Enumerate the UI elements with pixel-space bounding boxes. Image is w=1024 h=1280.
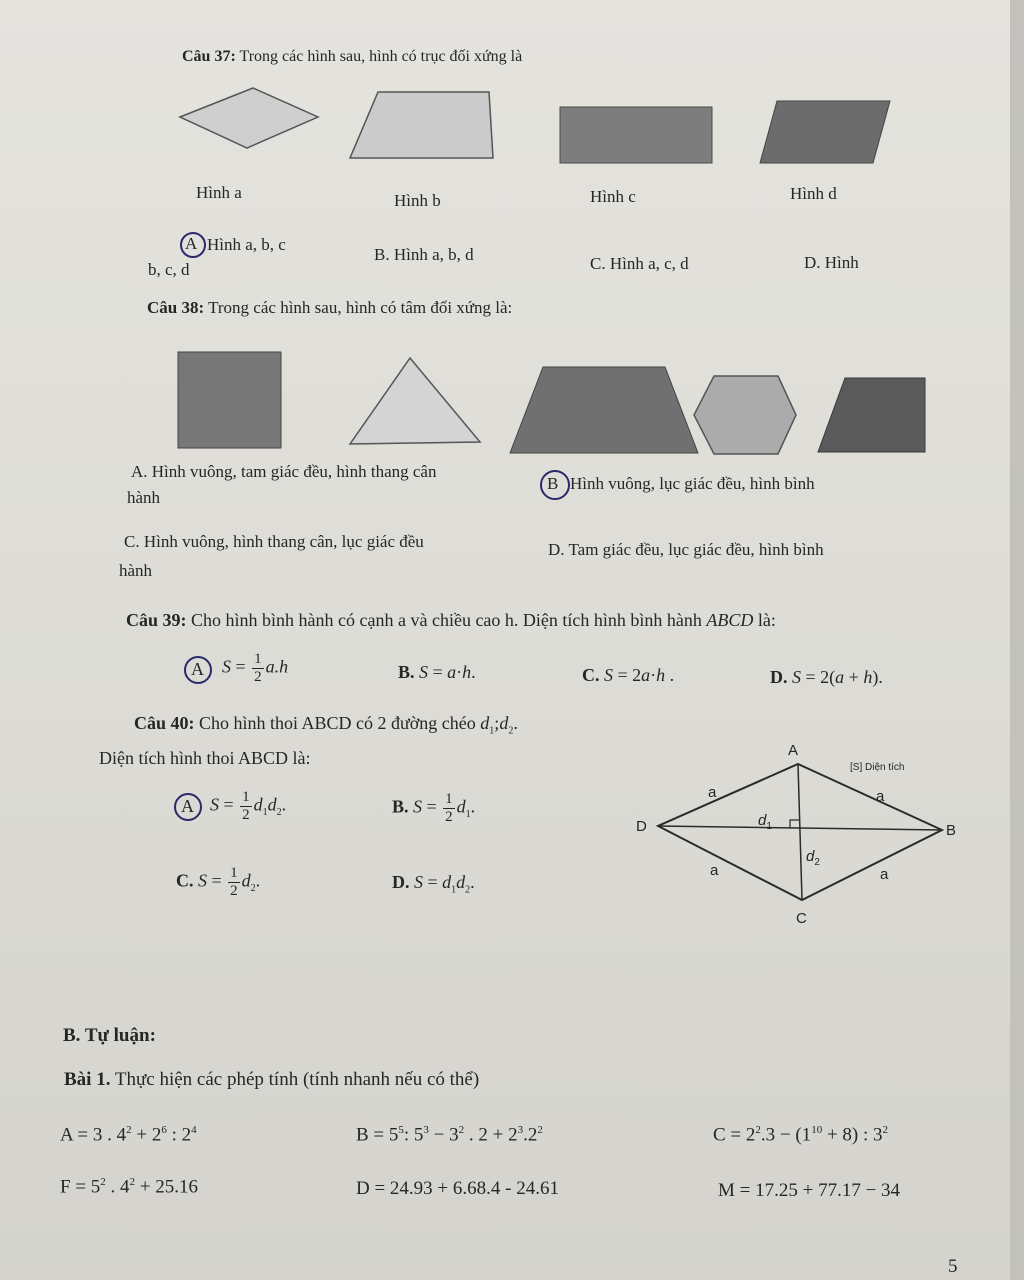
q39-option-d: D. S = 2(a + h). — [770, 667, 883, 687]
q40-option-c-letter: C. — [176, 870, 194, 891]
expr-d: D = 24.93 + 6.68.4 - 24.61 — [356, 1178, 559, 1199]
q39-option-d-letter: D. — [770, 667, 788, 687]
figure-parallelogram — [818, 378, 925, 452]
figure-isosceles-trapezoid — [510, 367, 698, 453]
q38-option-a: A. Hình vuông, tam giác đều, hình thang cân — [131, 462, 437, 481]
q39-heading: Câu 39: Cho hình bình hành có cạnh a và chiều cao h. Diện tích hình bình hành ABCD là: — [126, 610, 776, 630]
vertex-b: B — [946, 822, 957, 839]
q37-figures — [0, 80, 1024, 280]
vertex-c: C — [796, 910, 807, 927]
q37-heading: Câu 37: Trong các hình sau, hình có trục đối xứng là — [182, 48, 523, 65]
q38-option-d-cont: hành — [119, 561, 153, 580]
q40-option-b-letter: B. — [392, 796, 409, 817]
figure-regular-hexagon — [694, 376, 796, 454]
fig-label-b: Hình b — [394, 191, 441, 210]
q37-option-a-letter: A — [185, 234, 198, 253]
q38-option-b-letter: B — [547, 474, 559, 493]
q39-option-a-formula: S = $\frac{1}{2}$ a.h — [222, 651, 289, 685]
q39-option-c: C. S = 2a·h . — [582, 665, 675, 685]
q39-option-b-letter: B. — [398, 662, 415, 682]
q40-option-c: C. S = $\frac{1}{2}$ $d_2$. — [176, 865, 261, 899]
q37-option-d-cont: b, c, d — [148, 260, 190, 279]
vertex-a: A — [788, 742, 799, 759]
q40-heading: Câu 40: Cho hình thoi ABCD có 2 đường chéo $d_1;d_2$. — [134, 713, 518, 737]
q40-option-d: D. $S = d_1d_2$. — [392, 872, 475, 896]
diag-label-d1: $d_1$ — [758, 812, 772, 832]
fig-label-a: Hình a — [196, 183, 242, 202]
q40-line2: Diện tích hình thoi ABCD là: — [99, 748, 311, 768]
side-label-ad: a — [708, 784, 717, 801]
figure-b-trapezoid — [350, 92, 493, 158]
side-label-ab: a — [876, 788, 885, 805]
q38-heading: Câu 38: Trong các hình sau, hình có tâm đối xứng là: — [147, 298, 513, 317]
q37-option-d: D. Hình — [804, 253, 859, 272]
side-label-dc: a — [710, 862, 719, 879]
figure-a-rhombus — [180, 88, 318, 148]
figure-c-rectangle — [560, 107, 712, 163]
q39-option-c-letter: C. — [582, 665, 600, 685]
fig-label-c: Hình c — [590, 187, 636, 206]
section-b-heading: B. Tự luận: — [63, 1025, 156, 1046]
vertex-d: D — [636, 818, 647, 835]
q38-option-d: D. Tam giác đều, lục giác đều, hình bình — [548, 540, 824, 559]
figure-equilateral-triangle — [350, 358, 480, 444]
figure-d-parallelogram — [760, 101, 890, 163]
q38-option-b-cont: hành — [127, 488, 161, 507]
q39-option-a-letter: A — [191, 659, 204, 679]
q37-option-a: Hình a, b, c — [207, 235, 286, 254]
q38-option-b: Hình vuông, lục giác đều, hình bình — [570, 474, 815, 493]
expr-c: $C = 2^2.3 - (1^{10} + 8)$ : $3^2$ — [713, 1124, 889, 1146]
page-number: 5 — [948, 1256, 958, 1277]
q40-option-d-letter: D. — [392, 872, 410, 892]
diagonal-d2 — [798, 764, 802, 900]
q40-option-a-formula: S = $\frac{1}{2}$ $d_1d_2$. — [210, 789, 287, 823]
q37-option-c: C. Hình a, c, d — [590, 254, 689, 273]
q40-option-b: B. S = $\frac{1}{2}$ $d_1$. — [392, 791, 476, 825]
side-label-bc: a — [880, 866, 889, 883]
diag-label-d2: $d_2$ — [806, 848, 820, 868]
q39-option-b: B. S = a·h. — [398, 662, 476, 682]
figure-tag: [S] Diện tích — [850, 762, 905, 773]
expr-m: M = 17.25 + 77.17 − 34 — [718, 1180, 901, 1201]
q38-option-c: C. Hình vuông, hình thang cân, lục giác đều — [124, 532, 424, 551]
fig-label-d: Hình d — [790, 184, 837, 203]
q40-option-a-letter: A — [181, 796, 194, 816]
expr-f: $F = 5^2$ . $4^2 + 25.16$ — [60, 1176, 199, 1198]
expr-a: A = 3 . $4^2 + 2^6$ : $2^4$ — [60, 1124, 197, 1146]
figure-square — [178, 352, 281, 448]
q37-option-b: B. Hình a, b, d — [374, 245, 474, 264]
bai1-prompt: Bài 1. Thực hiện các phép tính (tính nhanh nếu có thể) — [64, 1069, 480, 1090]
right-angle-mark — [790, 820, 800, 828]
q38-figures — [0, 340, 1024, 470]
expr-b: $B = 5^5$: $5^3 - 3^2$ . $2 + 2^3.2^2$ — [356, 1124, 543, 1146]
